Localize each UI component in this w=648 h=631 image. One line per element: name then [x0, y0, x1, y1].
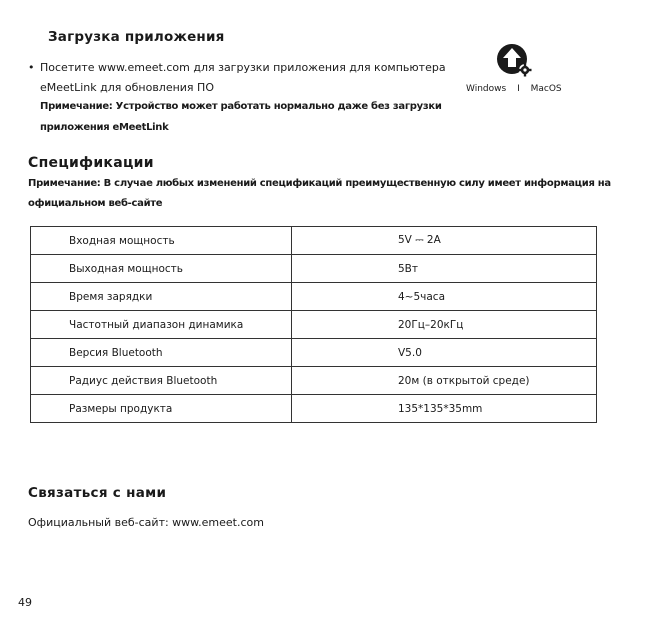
- spec-label: Частотный диапазон динамика: [31, 311, 292, 339]
- contact-website-line: Официальный веб-сайт: www.emeet.com: [28, 516, 264, 529]
- specs-note-line-1: Примечание: В случае любых изменений спецификаций преимущественную силу имеет информация на: [28, 178, 611, 189]
- table-row: [31, 255, 597, 283]
- table-row: [31, 227, 597, 255]
- os-windows-label: Windows: [466, 84, 507, 94]
- spec-label: Время зарядки: [31, 283, 292, 311]
- spec-value: 4~5часа: [292, 283, 597, 311]
- download-section-title: Загрузка приложения: [48, 29, 225, 45]
- spec-label: Выходная мощность: [31, 255, 292, 283]
- os-separator: I: [517, 84, 520, 94]
- spec-value: 5Вт: [292, 255, 597, 283]
- spec-value: 135*135*35mm: [292, 395, 597, 423]
- os-support-line: [466, 84, 562, 94]
- specs-note-line-2: официальном веб-сайте: [28, 198, 163, 209]
- spec-label: Входная мощность: [31, 227, 292, 255]
- spec-label: Размеры продукта: [31, 395, 292, 423]
- spec-label: Версия Bluetooth: [31, 339, 292, 367]
- upload-gear-icon: [496, 43, 532, 79]
- spec-label: Радиус действия Bluetooth: [31, 367, 292, 395]
- contact-section-title: Связаться с нами: [28, 485, 167, 501]
- download-note-line-2: приложения eMeetLink: [40, 122, 169, 133]
- spec-value: 20м (в открытой среде): [292, 367, 597, 395]
- table-row: [31, 395, 597, 423]
- specs-table: [30, 226, 597, 423]
- os-mac-label: MacOS: [530, 84, 562, 94]
- download-note-line-1: Примечание: Устройство может работать нормально даже без загрузки: [40, 101, 442, 112]
- download-instruction-line-1: Посетите www.emeet.com для загрузки приложения для компьютера: [40, 61, 446, 74]
- table-row: [31, 339, 597, 367]
- spec-value: V5.0: [292, 339, 597, 367]
- table-row: [31, 283, 597, 311]
- specs-section-title: Спецификации: [28, 155, 154, 171]
- spec-value: 20Гц–20кГц: [292, 311, 597, 339]
- page-number: 49: [18, 596, 32, 609]
- table-row: [31, 311, 597, 339]
- spec-value: 5V ⎓ 2A: [292, 227, 597, 255]
- table-row: [31, 367, 597, 395]
- download-instruction-line-2: eMeetLink для обновления ПО: [40, 81, 214, 94]
- bullet: •: [28, 61, 35, 74]
